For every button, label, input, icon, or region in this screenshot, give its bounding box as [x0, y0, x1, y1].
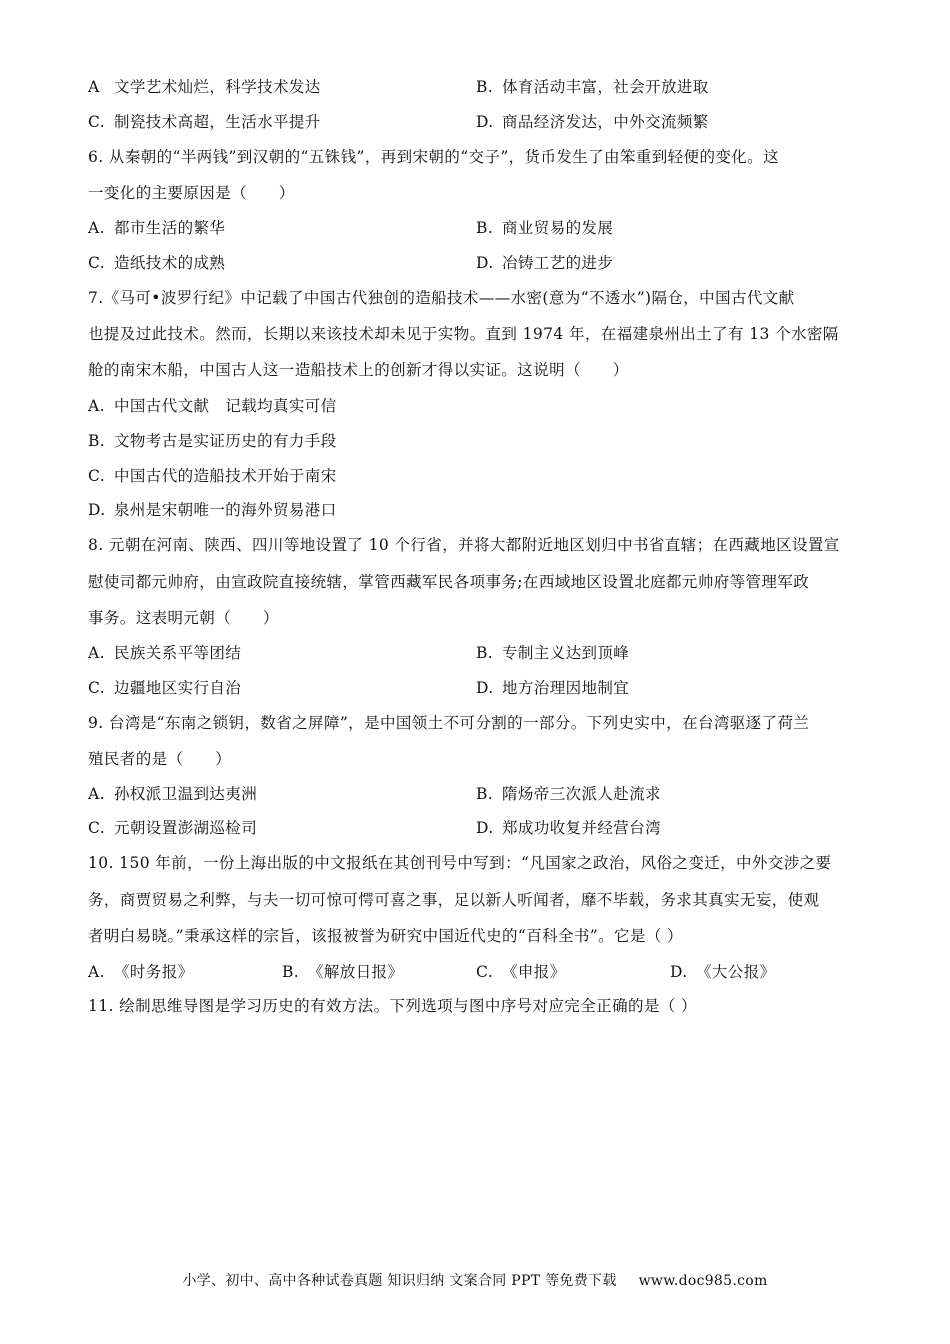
q7-option-b: [88, 431, 337, 451]
option-text: 元朝设置澎湖巡检司: [114, 819, 258, 837]
q7-option-a: [88, 396, 337, 416]
q8-option-a: [88, 643, 241, 663]
q9-stem-line-2: 殖民者的是（ ）: [88, 750, 232, 768]
q7-stem-line-3: 舱的南宋木船，中国古人这一造船技术上的创新才得以实证。这说明（ ）: [88, 361, 629, 379]
option-text: 边疆地区实行自治: [114, 679, 242, 697]
option-text: 中国古代文献 记载均真实可信: [114, 397, 337, 415]
option-text: 《解放日报》: [308, 963, 404, 981]
q7-stem-line-1: 7.《马可•波罗行纪》中记载了中国古代独创的造船技术——水密(意为“不透水”)隔仓，中国古代文献: [88, 289, 795, 307]
option-label: C.: [88, 679, 106, 697]
q9-option-d: [476, 818, 661, 838]
q9-option-c: [88, 818, 257, 838]
option-label: D.: [476, 679, 494, 697]
option-text: 泉州是宋朝唯一的海外贸易港口: [114, 501, 337, 519]
q5-option-b: [476, 77, 709, 97]
q6-option-b: [476, 218, 613, 238]
option-label: B.: [476, 644, 494, 662]
q5-option-d: [476, 112, 709, 132]
option-label: C.: [476, 963, 494, 981]
option-label: D.: [670, 963, 688, 981]
option-label: A.: [88, 219, 105, 237]
option-text: 文物考古是实证历史的有力手段: [114, 432, 337, 450]
q10-option-c: [476, 962, 566, 982]
option-text: 中国古代的造船技术开始于南宋: [114, 467, 337, 485]
q8-option-b: [476, 643, 629, 663]
q6-stem-line-1: 6. 从秦朝的“半两钱”到汉朝的“五铢钱”，再到宋朝的“交子”，货币发生了由笨重到轻便的变化。这: [88, 148, 779, 166]
option-text: 造纸技术的成熟: [114, 254, 226, 272]
option-text: 专制主义达到顶峰: [502, 644, 630, 662]
option-text: 孙权派卫温到达夷洲: [114, 785, 258, 803]
q8-stem-line-3: 事务。这表明元朝（ ）: [88, 609, 279, 627]
option-text: 民族关系平等团结: [114, 644, 242, 662]
option-label: D.: [476, 819, 494, 837]
q5-option-c: [88, 112, 321, 132]
option-label: C.: [88, 113, 106, 131]
option-text: 隋炀帝三次派人赴流求: [502, 785, 662, 803]
option-label: C.: [88, 819, 106, 837]
option-text: 文学艺术灿烂，科学技术发达: [114, 78, 321, 96]
option-text: 《时务报》: [114, 963, 194, 981]
q8-option-d: [476, 678, 629, 698]
option-text: 《大公报》: [696, 963, 776, 981]
q8-stem-line-1: 8. 元朝在河南、陕西、四川等地设置了 10 个行省，并将大都附近地区划归中书省直辖；在西藏地区设置宣: [88, 536, 840, 554]
option-label: B.: [476, 219, 494, 237]
option-label: B.: [476, 78, 494, 96]
option-label: B.: [88, 432, 106, 450]
q10-option-b: [282, 962, 403, 982]
q6-option-c: [88, 253, 225, 273]
option-label: D.: [476, 254, 494, 272]
option-text: 郑成功收复并经营台湾: [502, 819, 662, 837]
q6-option-a: [88, 218, 225, 238]
option-text: 都市生活的繁华: [114, 219, 226, 237]
page-footer: [0, 1270, 950, 1290]
q9-option-a: [88, 784, 257, 804]
q7-option-c: [88, 466, 337, 486]
q10-stem-line-2: 务，商贾贸易之利弊，与夫一切可惊可愕可喜之事，足以新人听闻者，靡不毕载，务求其真实无妄，使观: [88, 891, 820, 909]
option-label: A.: [88, 644, 105, 662]
option-label: A.: [88, 785, 105, 803]
option-text: 商业贸易的发展: [502, 219, 614, 237]
q10-stem-line-3: 者明白易晓。”秉承这样的宗旨，该报被誉为研究中国近代史的“百科全书”。它是（ ）: [88, 927, 683, 945]
q8-option-c: [88, 678, 241, 698]
option-label: A.: [88, 397, 105, 415]
q10-option-d: [670, 962, 776, 982]
q7-option-d: [88, 500, 337, 520]
q6-option-d: [476, 253, 613, 273]
q7-stem-line-2: 也提及过此技术。然而，长期以来该技术却未见于实物。直到 1974 年，在福建泉州出土了有 13 个水密隔: [88, 325, 839, 343]
option-label: B.: [476, 785, 494, 803]
q9-stem-line-1: 9. 台湾是“东南之锁钥，数省之屏障”，是中国领土不可分割的一部分。下列史实中，在台湾驱逐了荷兰: [88, 714, 810, 732]
option-text: 体育活动丰富，社会开放进取: [502, 78, 709, 96]
q11-stem-line-1: 11. 绘制思维导图是学习历史的有效方法。下列选项与图中序号对应完全正确的是（ ）: [88, 997, 697, 1015]
q5-option-a: [88, 77, 321, 97]
option-label: D.: [476, 113, 494, 131]
option-text: 《申报》: [502, 963, 566, 981]
q10-stem-line-1: 10. 150 年前，一份上海出版的中文报纸在其创刊号中写到：“凡国家之政治，风俗之变迁，中外交涉之要: [88, 854, 832, 872]
option-label: A.: [88, 963, 105, 981]
footer-url[interactable]: www.doc985.com: [638, 1273, 768, 1289]
option-label: D.: [88, 501, 106, 519]
q6-stem-line-2: 一变化的主要原因是（ ）: [88, 184, 295, 202]
option-label: C.: [88, 467, 106, 485]
option-text: 地方治理因地制宜: [502, 679, 630, 697]
option-label: B.: [282, 963, 300, 981]
option-label: A: [88, 78, 100, 96]
q10-option-a: [88, 962, 194, 982]
q8-stem-line-2: 慰使司都元帅府，由宣政院直接统辖，掌管西藏军民各项事务;在西域地区设置北庭都元帅府等管理军政: [88, 573, 810, 591]
option-text: 冶铸工艺的进步: [502, 254, 614, 272]
option-text: 制瓷技术高超，生活水平提升: [114, 113, 321, 131]
q9-option-b: [476, 784, 661, 804]
footer-text: 小学、初中、高中各种试卷真题 知识归纳 文案合同 PPT 等免费下载: [182, 1273, 617, 1289]
option-label: C.: [88, 254, 106, 272]
option-text: 商品经济发达，中外交流频繁: [502, 113, 709, 131]
